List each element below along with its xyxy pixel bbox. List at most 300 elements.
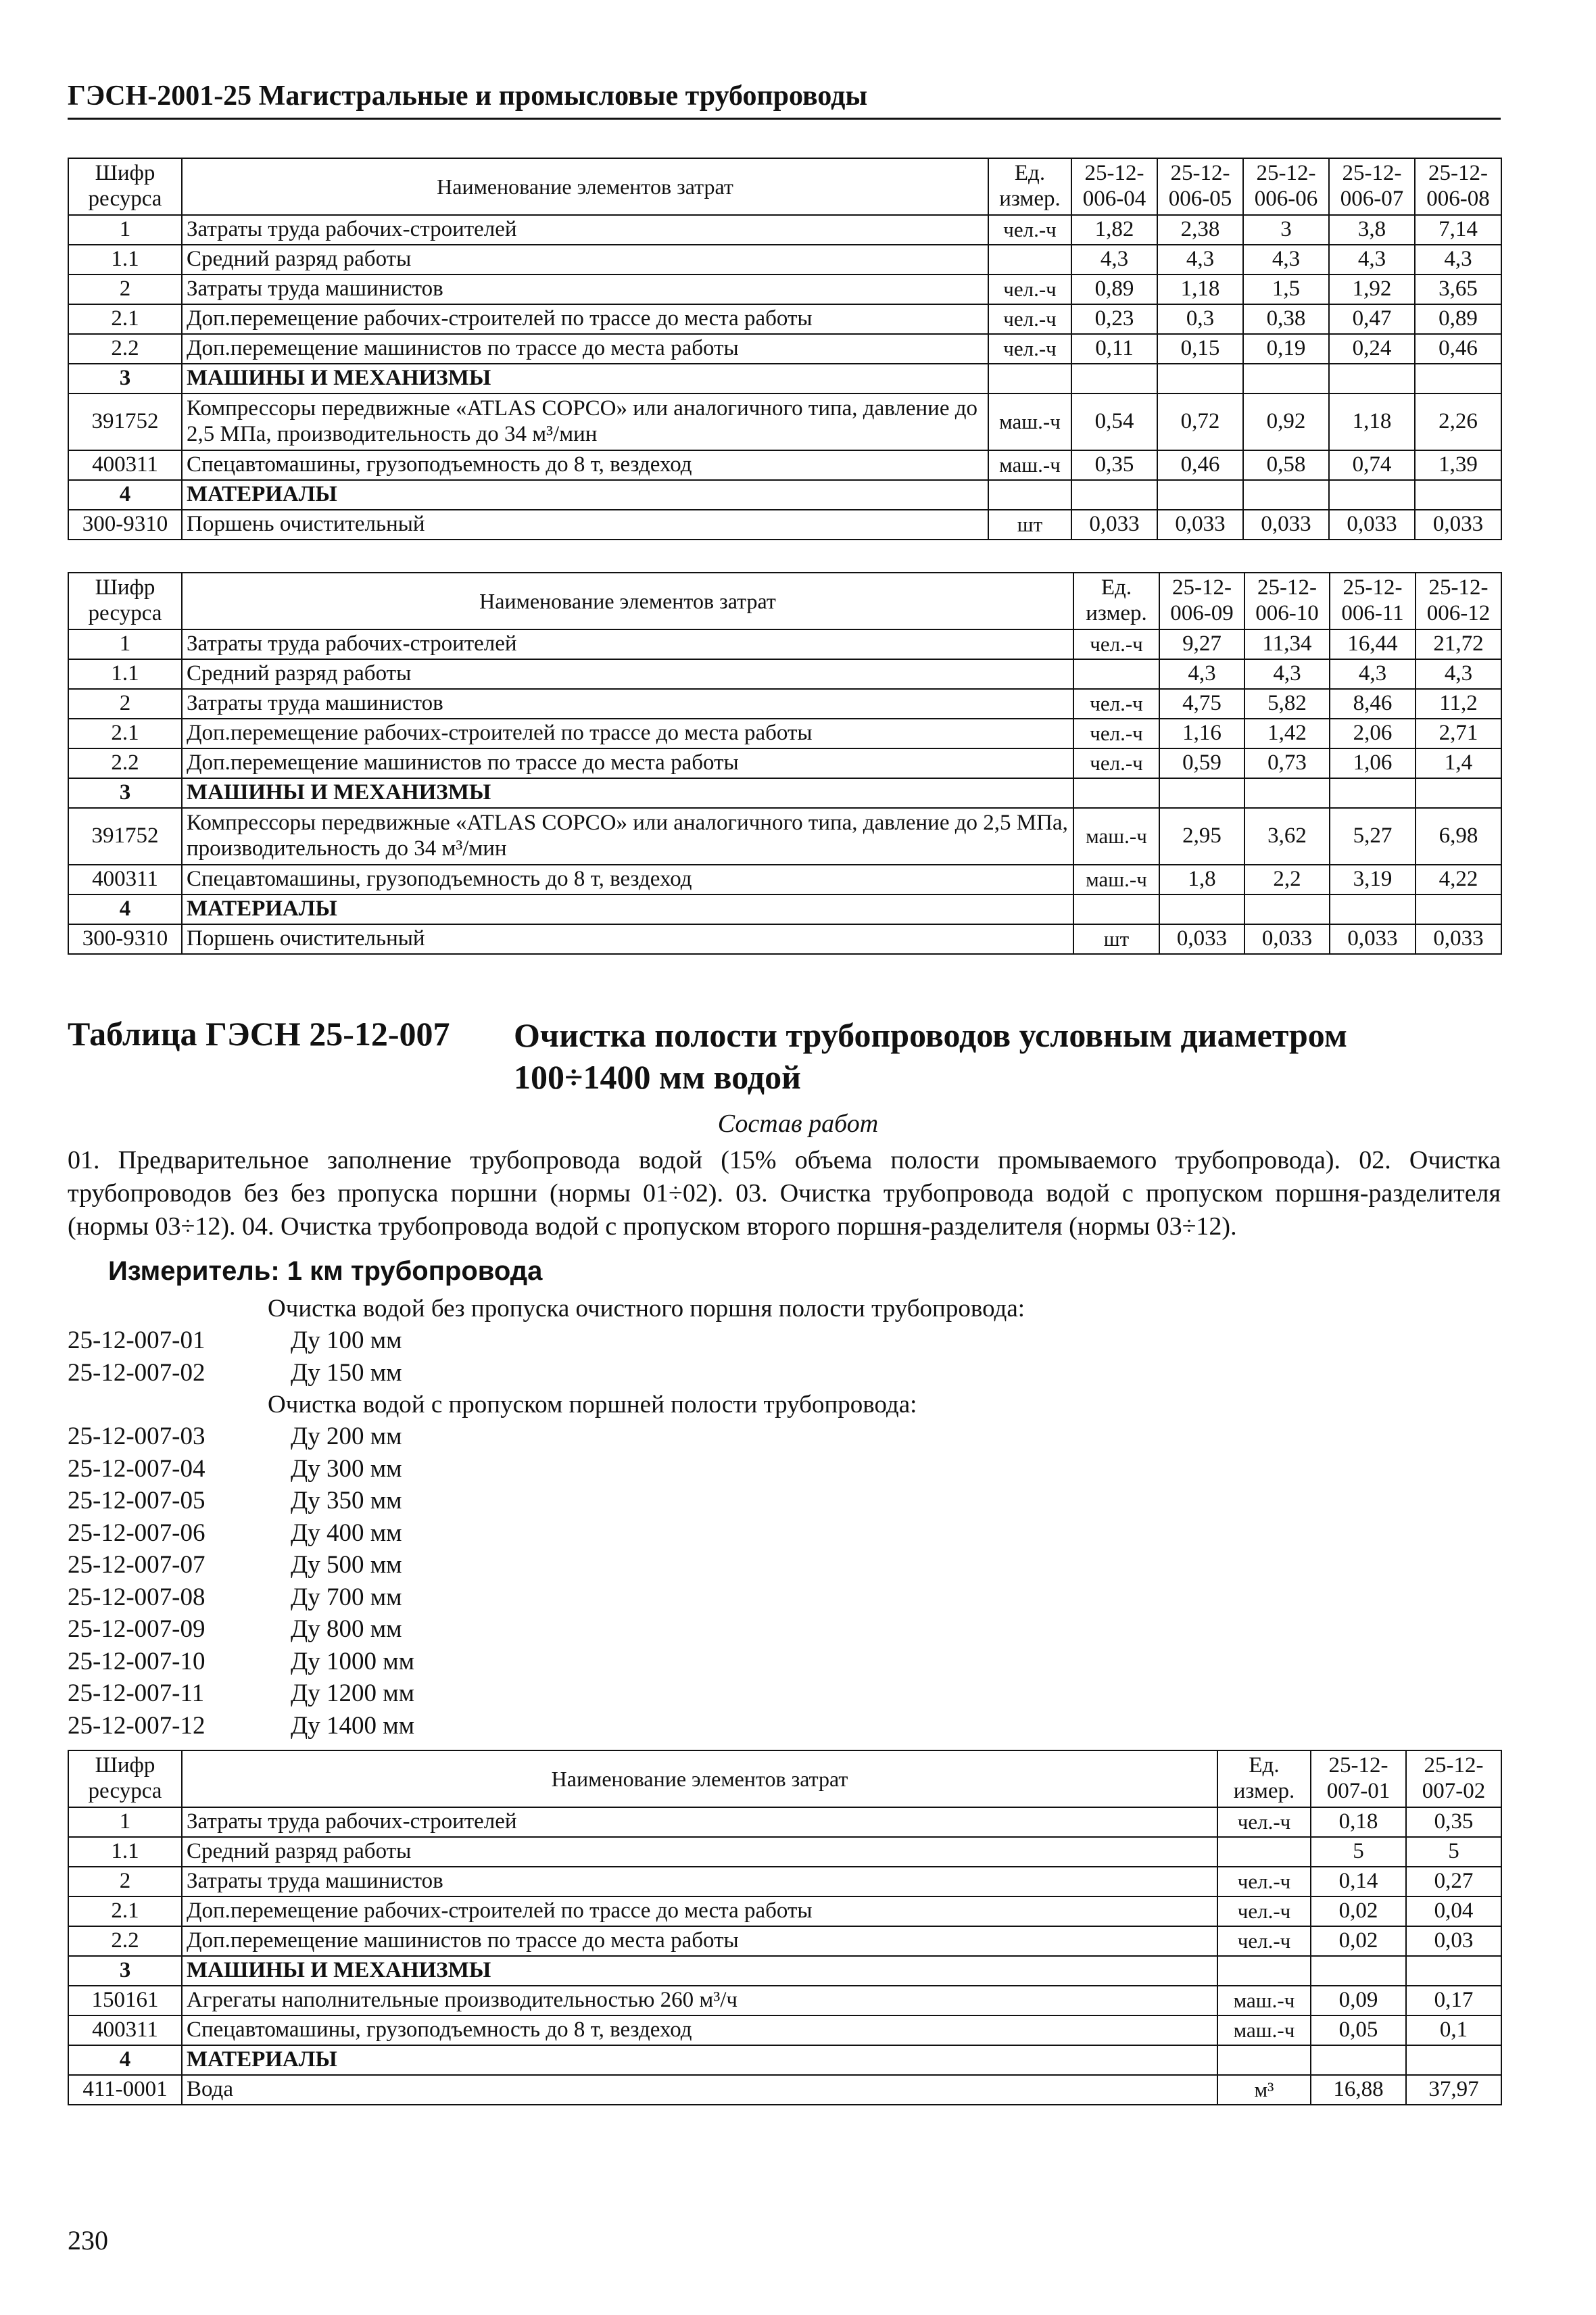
norm-value: 21,72 [1416, 629, 1501, 659]
norm-value [1330, 894, 1416, 924]
resource-code: 2.1 [68, 719, 182, 748]
norm-group [68, 1421, 1025, 1742]
running-title: ГЭСН-2001-25 Магистральные и промысловые трубопроводы [68, 80, 868, 112]
table-row [68, 215, 1501, 245]
cost-element-name: Затраты труда машинистов [182, 1867, 1217, 1896]
composition-text: 01. Предварительное заполнение трубопровода водой (15% объема полости промываемого трубопровода). 02. Очистка трубопроводов без без пропуска поршни (нормы 01÷02). 03. Очистка трубопровода водой с пропуском поршня-разделителя (нормы 03÷12). 04. Очистка трубопровода водой с пропуском второго поршня-разделителя (нормы 03÷12). [68, 1146, 1501, 1241]
unit-of-measure [1073, 778, 1159, 808]
norm-value: 0,89 [1415, 304, 1501, 334]
norm-value [1157, 364, 1243, 393]
header-norm-code: 25-12-006-07 [1329, 158, 1415, 215]
norm-value: 0,73 [1244, 748, 1330, 778]
cost-element-name: Поршень очистительный [182, 924, 1073, 954]
table-row [68, 1896, 1501, 1926]
norm-value: 1,8 [1159, 865, 1244, 894]
norm-value [1071, 480, 1157, 510]
unit-of-measure: чел.-ч [988, 334, 1071, 364]
norm-code: 25-12-007-09 [68, 1615, 205, 1643]
norm-value: 3,65 [1415, 275, 1501, 304]
unit-of-measure: чел.-ч [1217, 1926, 1311, 1956]
norm-value: 0,033 [1330, 924, 1416, 954]
resource-code: 391752 [68, 393, 182, 450]
norm-value: 37,97 [1406, 2075, 1501, 2105]
section-row [68, 1956, 1501, 1986]
cost-element-name: Затраты труда машинистов [182, 689, 1073, 719]
norm-value: 0,38 [1243, 304, 1329, 334]
norm-code: 25-12-007-06 [68, 1519, 205, 1547]
unit-of-measure: чел.-ч [988, 275, 1071, 304]
unit-of-measure: чел.-ч [988, 304, 1071, 334]
norm-value: 9,27 [1159, 629, 1244, 659]
section-row [68, 894, 1501, 924]
norm-list-item [68, 1646, 1025, 1678]
norm-value: 0,18 [1311, 1807, 1406, 1837]
norm-value: 2,38 [1157, 215, 1243, 245]
resource-code: 2.2 [68, 334, 182, 364]
unit-of-measure: чел.-ч [1217, 1867, 1311, 1896]
header-rule [68, 118, 1501, 120]
table-row [68, 1837, 1501, 1867]
norm-value: 0,033 [1243, 510, 1329, 540]
unit-of-measure: шт [1073, 924, 1159, 954]
norm-value [1406, 1956, 1501, 1986]
section-row [68, 778, 1501, 808]
cost-element-name: Доп.перемещение рабочих-строителей по трассе до места работы [182, 304, 988, 334]
norm-value [1415, 480, 1501, 510]
norm-value: 5,27 [1330, 808, 1416, 865]
norm-value [1415, 364, 1501, 393]
norm-value: 4,3 [1157, 245, 1243, 275]
norm-value: 16,44 [1330, 629, 1416, 659]
norm-value: 0,033 [1159, 924, 1244, 954]
norm-group-title: Очистка водой без пропуска очистного поршня полости трубопровода: [268, 1295, 1025, 1322]
norm-diameter: Ду 100 мм [291, 1327, 402, 1354]
norm-value [1330, 778, 1416, 808]
norm-value [1244, 894, 1330, 924]
unit-of-measure: м³ [1217, 2075, 1311, 2105]
norm-diameter: Ду 800 мм [291, 1615, 402, 1643]
table-row [68, 393, 1501, 450]
resource-table-007-01-02 [68, 1750, 1502, 2105]
unit-of-measure: чел.-ч [1073, 719, 1159, 748]
header-norm-code: 25-12-006-08 [1415, 158, 1501, 215]
resource-code: 3 [68, 778, 182, 808]
table-body [68, 629, 1501, 954]
header-norm-code: 25-12-006-04 [1071, 158, 1157, 215]
header-norm-code: 25-12-006-05 [1157, 158, 1243, 215]
norm-code: 25-12-007-08 [68, 1583, 205, 1611]
unit-of-measure [988, 245, 1071, 275]
table-row [68, 275, 1501, 304]
resource-code: 400311 [68, 2015, 182, 2045]
table-row [68, 719, 1501, 748]
norm-value [1159, 894, 1244, 924]
resource-code: 2 [68, 275, 182, 304]
norm-value: 0,04 [1406, 1896, 1501, 1926]
norm-value [1243, 480, 1329, 510]
unit-of-measure: чел.-ч [1073, 689, 1159, 719]
norm-code: 25-12-007-03 [68, 1423, 205, 1450]
cost-element-name: Спецавтомашины, грузоподъемность до 8 т, вездеход [182, 450, 988, 480]
resource-code: 300-9310 [68, 510, 182, 540]
resource-code: 1.1 [68, 245, 182, 275]
resource-table-006-09-12 [68, 572, 1502, 955]
resource-code: 2.2 [68, 1926, 182, 1956]
resource-code: 1 [68, 629, 182, 659]
unit-of-measure: маш.-ч [1217, 2015, 1311, 2045]
header-resource-code: Шифр ресурса [68, 158, 182, 215]
norm-value [1329, 364, 1415, 393]
unit-of-measure [1073, 894, 1159, 924]
cost-element-name: МАШИНЫ И МЕХАНИЗМЫ [182, 778, 1073, 808]
resource-code: 2.2 [68, 748, 182, 778]
norm-value: 0,15 [1157, 334, 1243, 364]
unit-of-measure: чел.-ч [1217, 1807, 1311, 1837]
norm-list-item [68, 1710, 1025, 1742]
norm-value: 0,72 [1157, 393, 1243, 450]
norm-diameter: Ду 350 мм [291, 1487, 402, 1514]
norm-diameter: Ду 300 мм [291, 1454, 402, 1483]
resource-code: 411-0001 [68, 2075, 182, 2105]
norm-value: 3,19 [1330, 865, 1416, 894]
table-row [68, 865, 1501, 894]
norm-value: 2,06 [1330, 719, 1416, 748]
norm-value: 2,95 [1159, 808, 1244, 865]
norm-list-item [68, 1357, 1025, 1389]
cost-element-name: Компрессоры передвижные «ATLAS COPCO» или аналогичного типа, давление до 2,5 МПа, производительность до 34 м³/мин [182, 393, 988, 450]
norm-diameter: Ду 400 мм [291, 1519, 402, 1547]
header-cost-element-name: Наименование элементов затрат [182, 158, 988, 215]
norm-code: 25-12-007-12 [68, 1711, 205, 1740]
norm-group [68, 1324, 1025, 1389]
norm-value: 2,26 [1415, 393, 1501, 450]
norm-diameter: Ду 150 мм [291, 1358, 402, 1387]
cost-element-name: Затраты труда машинистов [182, 275, 988, 304]
header-norm-code: 25-12-006-06 [1243, 158, 1329, 215]
table-row [68, 304, 1501, 334]
norm-value: 0,17 [1406, 1986, 1501, 2015]
section-row [68, 364, 1501, 393]
norm-code: 25-12-007-07 [68, 1551, 205, 1579]
norm-value: 5 [1311, 1837, 1406, 1867]
norm-value: 0,46 [1157, 450, 1243, 480]
header-cost-element-name: Наименование элементов затрат [182, 1750, 1217, 1807]
cost-element-name: Поршень очистительный [182, 510, 988, 540]
norm-value: 4,3 [1159, 659, 1244, 689]
norm-value: 5 [1406, 1837, 1501, 1867]
norm-list-item [68, 1485, 1025, 1517]
unit-of-measure [1073, 659, 1159, 689]
norm-value: 1,92 [1329, 275, 1415, 304]
cost-element-name: Спецавтомашины, грузоподъемность до 8 т, вездеход [182, 865, 1073, 894]
header-resource-code: Шифр ресурса [68, 1750, 182, 1807]
norm-value: 1,39 [1415, 450, 1501, 480]
norm-value: 0,46 [1415, 334, 1501, 364]
header-unit: Ед. измер. [988, 158, 1071, 215]
norm-value: 0,27 [1406, 1867, 1501, 1896]
resource-table-006-04-08 [68, 158, 1502, 540]
norm-value: 4,22 [1416, 865, 1501, 894]
norm-value: 0,89 [1071, 275, 1157, 304]
norm-value: 0,47 [1329, 304, 1415, 334]
norm-code: 25-12-007-05 [68, 1487, 205, 1514]
norm-value: 0,54 [1071, 393, 1157, 450]
cost-element-name: Средний разряд работы [182, 1837, 1217, 1867]
norm-value: 6,98 [1416, 808, 1501, 865]
cost-element-name: МАТЕРИАЛЫ [182, 894, 1073, 924]
norm-value: 0,74 [1329, 450, 1415, 480]
measurement-unit: Измеритель: 1 км трубопровода [108, 1256, 543, 1286]
unit-of-measure: маш.-ч [988, 393, 1071, 450]
norm-value: 0,59 [1159, 748, 1244, 778]
cost-element-name: МАШИНЫ И МЕХАНИЗМЫ [182, 1956, 1217, 1986]
resource-code: 2 [68, 689, 182, 719]
norm-value: 4,3 [1415, 245, 1501, 275]
cost-element-name: Доп.перемещение машинистов по трассе до места работы [182, 1926, 1217, 1956]
cost-element-name: Затраты труда рабочих-строителей [182, 629, 1073, 659]
unit-of-measure: маш.-ч [1217, 1986, 1311, 2015]
norm-value: 0,11 [1071, 334, 1157, 364]
cost-element-name: Доп.перемещение машинистов по трассе до места работы [182, 748, 1073, 778]
norm-value: 4,75 [1159, 689, 1244, 719]
norm-value [1157, 480, 1243, 510]
cost-element-name: МАТЕРИАЛЫ [182, 2045, 1217, 2075]
norm-value: 0,14 [1311, 1867, 1406, 1896]
norm-diameter: Ду 1200 мм [291, 1679, 415, 1707]
cost-element-name: Затраты труда рабочих-строителей [182, 215, 988, 245]
cost-element-name: Доп.перемещение рабочих-строителей по трассе до места работы [182, 719, 1073, 748]
header-unit: Ед. измер. [1217, 1750, 1311, 1807]
table-row [68, 1807, 1501, 1837]
norm-value: 1,42 [1244, 719, 1330, 748]
header-cost-element-name: Наименование элементов затрат [182, 573, 1073, 629]
norm-diameter: Ду 200 мм [291, 1423, 402, 1450]
table-row [68, 659, 1501, 689]
norm-value: 2,71 [1416, 719, 1501, 748]
norm-value: 0,05 [1311, 2015, 1406, 2045]
table-row [68, 2015, 1501, 2045]
norm-value: 0,033 [1415, 510, 1501, 540]
norm-value: 1,16 [1159, 719, 1244, 748]
unit-of-measure: чел.-ч [1073, 748, 1159, 778]
norm-list-item [68, 1517, 1025, 1550]
norm-value: 7,14 [1415, 215, 1501, 245]
table-row [68, 924, 1501, 954]
cost-element-name: Агрегаты наполнительные производительностью 260 м³/ч [182, 1986, 1217, 2015]
table-row [68, 689, 1501, 719]
norm-value: 1,06 [1330, 748, 1416, 778]
table-row [68, 245, 1501, 275]
norm-value: 4,3 [1329, 245, 1415, 275]
norm-value: 0,92 [1243, 393, 1329, 450]
norm-value: 4,3 [1330, 659, 1416, 689]
norm-value [1329, 480, 1415, 510]
norm-value: 0,58 [1243, 450, 1329, 480]
norm-value: 0,3 [1157, 304, 1243, 334]
resource-code: 150161 [68, 1986, 182, 2015]
cost-element-name: Вода [182, 2075, 1217, 2105]
table-row [68, 629, 1501, 659]
norm-value: 8,46 [1330, 689, 1416, 719]
table-row [68, 510, 1501, 540]
resource-code: 1.1 [68, 1837, 182, 1867]
header-resource-code: Шифр ресурса [68, 573, 182, 629]
unit-of-measure [1217, 1956, 1311, 1986]
norm-value: 11,2 [1416, 689, 1501, 719]
resource-code: 3 [68, 364, 182, 393]
norm-value: 4,3 [1071, 245, 1157, 275]
norm-value: 1,18 [1157, 275, 1243, 304]
norm-value: 4,3 [1244, 659, 1330, 689]
resource-code: 300-9310 [68, 924, 182, 954]
cost-element-name: Средний разряд работы [182, 245, 988, 275]
norm-code: 25-12-007-02 [68, 1358, 205, 1387]
table-row [68, 1867, 1501, 1896]
unit-of-measure: маш.-ч [1073, 865, 1159, 894]
norm-diameter: Ду 1400 мм [291, 1711, 415, 1740]
cost-element-name: МАТЕРИАЛЫ [182, 480, 988, 510]
norm-diameter: Ду 1000 мм [291, 1647, 415, 1675]
page-number: 230 [68, 2225, 108, 2256]
composition-heading: Состав работ [717, 1109, 879, 1138]
unit-of-measure [1217, 2045, 1311, 2075]
norm-value [1244, 778, 1330, 808]
norm-code: 25-12-007-10 [68, 1647, 205, 1675]
norm-value: 16,88 [1311, 2075, 1406, 2105]
table-body [68, 215, 1501, 540]
header-norm-code: 25-12-007-01 [1311, 1750, 1406, 1807]
table-label: Таблица ГЭСН 25-12-007 [68, 1015, 450, 1053]
resource-code: 3 [68, 1956, 182, 1986]
header-norm-code: 25-12-006-12 [1416, 573, 1501, 629]
norm-value [1311, 1956, 1406, 1986]
norm-value [1071, 364, 1157, 393]
unit-of-measure: чел.-ч [1217, 1896, 1311, 1926]
resource-code: 400311 [68, 865, 182, 894]
unit-of-measure: маш.-ч [988, 450, 1071, 480]
norm-value: 1,82 [1071, 215, 1157, 245]
norm-list-item [68, 1421, 1025, 1453]
unit-of-measure [1217, 1837, 1311, 1867]
resource-code: 4 [68, 894, 182, 924]
resource-code: 391752 [68, 808, 182, 865]
norm-group-title: Очистка водой с пропуском поршней полости трубопровода: [268, 1391, 917, 1418]
norm-list-item [68, 1613, 1025, 1646]
table-row [68, 748, 1501, 778]
section-row [68, 480, 1501, 510]
norm-value: 0,02 [1311, 1926, 1406, 1956]
norm-value: 0,24 [1329, 334, 1415, 364]
norm-code: 25-12-007-11 [68, 1679, 205, 1707]
norm-list-item [68, 1324, 1025, 1357]
norm-value: 4,3 [1416, 659, 1501, 689]
resource-code: 1.1 [68, 659, 182, 689]
norm-value [1243, 364, 1329, 393]
norm-diameter: Ду 500 мм [291, 1551, 402, 1579]
norm-list-item [68, 1677, 1025, 1710]
norm-value: 0,033 [1244, 924, 1330, 954]
table-body [68, 1807, 1501, 2105]
resource-code: 2.1 [68, 1896, 182, 1926]
unit-of-measure: шт [988, 510, 1071, 540]
norm-value: 0,033 [1416, 924, 1501, 954]
norm-code: 25-12-007-04 [68, 1454, 205, 1483]
norm-value: 1,18 [1329, 393, 1415, 450]
header-norm-code: 25-12-007-02 [1406, 1750, 1501, 1807]
norm-value: 0,033 [1329, 510, 1415, 540]
norm-value: 2,2 [1244, 865, 1330, 894]
norm-value [1406, 2045, 1501, 2075]
norm-value [1416, 778, 1501, 808]
cost-element-name: Компрессоры передвижные «ATLAS COPCO» или аналогичного типа, давление до 2,5 МПа, производительность до 34 м³/мин [182, 808, 1073, 865]
norm-value [1159, 778, 1244, 808]
resource-code: 4 [68, 2045, 182, 2075]
cost-element-name: Доп.перемещение машинистов по трассе до места работы [182, 334, 988, 364]
table-row [68, 2075, 1501, 2105]
header-norm-code: 25-12-006-10 [1244, 573, 1330, 629]
norm-value: 0,23 [1071, 304, 1157, 334]
unit-of-measure [988, 480, 1071, 510]
unit-of-measure: чел.-ч [1073, 629, 1159, 659]
norm-value: 0,1 [1406, 2015, 1501, 2045]
norm-value [1416, 894, 1501, 924]
norm-value: 0,09 [1311, 1986, 1406, 2015]
norm-list-item [68, 1581, 1025, 1614]
unit-of-measure: чел.-ч [988, 215, 1071, 245]
cost-element-name: МАШИНЫ И МЕХАНИЗМЫ [182, 364, 988, 393]
norm-value: 3,8 [1329, 215, 1415, 245]
norm-value: 0,19 [1243, 334, 1329, 364]
table-row [68, 1986, 1501, 2015]
cost-element-name: Доп.перемещение рабочих-строителей по трассе до места работы [182, 1896, 1217, 1926]
resource-code: 2 [68, 1867, 182, 1896]
table-row [68, 334, 1501, 364]
norm-value [1311, 2045, 1406, 2075]
norm-code: 25-12-007-01 [68, 1327, 205, 1354]
cost-element-name: Затраты труда рабочих-строителей [182, 1807, 1217, 1837]
norm-list [68, 1293, 1025, 1742]
norm-value: 0,033 [1157, 510, 1243, 540]
norm-value: 4,3 [1243, 245, 1329, 275]
norm-value: 1,5 [1243, 275, 1329, 304]
norm-value: 11,34 [1244, 629, 1330, 659]
norm-value: 3,62 [1244, 808, 1330, 865]
unit-of-measure: маш.-ч [1073, 808, 1159, 865]
norm-value: 0,02 [1311, 1896, 1406, 1926]
resource-code: 1 [68, 215, 182, 245]
norm-value: 3 [1243, 215, 1329, 245]
norm-value: 1,4 [1416, 748, 1501, 778]
norm-diameter: Ду 700 мм [291, 1583, 402, 1611]
norm-value: 5,82 [1244, 689, 1330, 719]
table-row [68, 1926, 1501, 1956]
table-row [68, 450, 1501, 480]
resource-code: 2.1 [68, 304, 182, 334]
norm-list-item [68, 1549, 1025, 1581]
norm-value: 0,35 [1406, 1807, 1501, 1837]
resource-code: 4 [68, 480, 182, 510]
unit-of-measure [988, 364, 1071, 393]
table-title: Очистка полости трубопроводов условным диаметром 100÷1400 мм водой [514, 1016, 1347, 1096]
header-unit: Ед. измер. [1073, 573, 1159, 629]
cost-element-name: Средний разряд работы [182, 659, 1073, 689]
norm-value: 0,35 [1071, 450, 1157, 480]
cost-element-name: Спецавтомашины, грузоподъемность до 8 т, вездеход [182, 2015, 1217, 2045]
norm-value: 0,03 [1406, 1926, 1501, 1956]
norm-value: 0,033 [1071, 510, 1157, 540]
header-norm-code: 25-12-006-11 [1330, 573, 1416, 629]
header-norm-code: 25-12-006-09 [1159, 573, 1244, 629]
